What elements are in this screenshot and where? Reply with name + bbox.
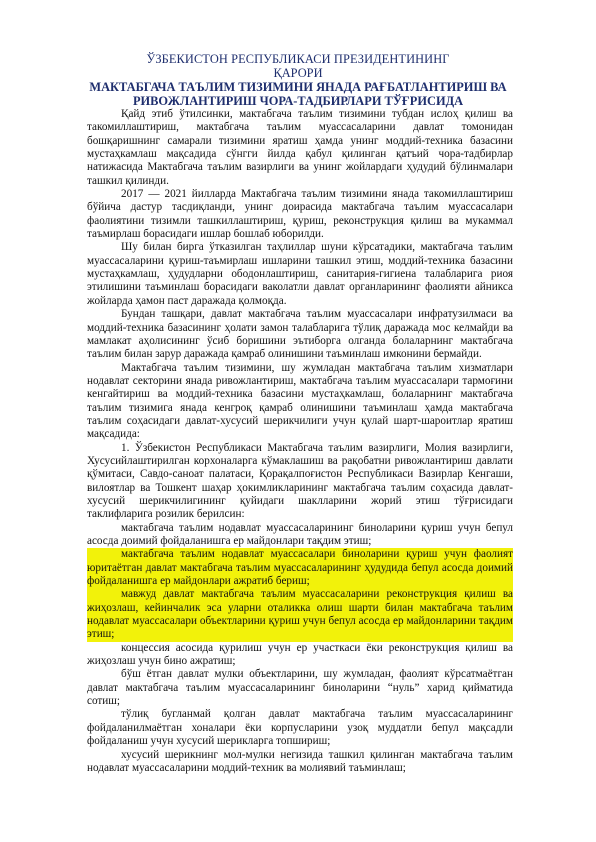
document-title-line-2: РИВОЖЛАНТИРИШ ЧОРА-ТАДБИРЛАРИ ТЎҒРИСИДА <box>132 94 464 108</box>
highlighted-paragraph: мактабгача таълим нодавлат муассасалари биноларини қуриш учун фаолият юритаётган давлат мактабгача таълим муассасаларининг ҳудудида бепул асосда доимий фойдаланишга ер майдонлари ажратиб бериш; <box>87 548 513 588</box>
paragraph: хусусий шерикнинг мол-мулки негизида ташкил қилинган мактабгача таълим нодавлат муассасаларини моддий-техник ва молиявий таъминлаш; <box>87 748 513 774</box>
header-line-1: ЎЗБЕКИСТОН РЕСПУБЛИКАСИ ПРЕЗИДЕНТИНИНГ <box>146 52 450 66</box>
header-line-2: ҚАРОРИ <box>273 66 323 80</box>
paragraph: концессия асосида қурилиш учун ер участкаси ёки реконструкция қилиш ва жиҳозлаш учун бино ажратиш; <box>87 641 513 668</box>
document-header <box>0 52 596 108</box>
paragraph: 2017 — 2021 йилларда Мактабгача таълим тизимини янада такомиллаштириш бўйича дастур тасдиқланди, унинг доирасида мактабгача таълим муассасалари фаолиятини тизимли ташкиллаштириш, қуриш, реконструкция қилиш ва мукаммал таъмирлаш борасидаги ишлар бошлаб юборилди. <box>87 188 513 241</box>
paragraph: бўш ётган давлат мулки объектларини, шу жумладан, фаолият кўрсатмаётган давлат мактабгача таълим муассасаларининг биноларини “нуль” харид қийматида сотиш; <box>87 668 513 708</box>
paragraph: мактабгача таълим нодавлат муассасаларининг биноларини қуриш учун бепул асосда доимий фойдаланишга ер майдонлари тақдим этиш; <box>87 521 513 547</box>
paragraph: тўлиқ бугланмай қолган давлат мактабгача таълим муассасаларининг фойдаланилмаётган хоналари ёки корпусларини узоқ муддатли бепул мақсадли фойдаланиш учун хусусий шерикларга топшириш; <box>87 708 513 748</box>
document-body <box>87 108 513 775</box>
paragraph: Мактабгача таълим тизимини, шу жумладан мактабгача таълим хизматлари нодавлат секторини янада ривожлантириш, мактабгача таълим муассасалари тармоғини кенгайтириш ва моддий-техника базасини мустаҳкамлаш, болаларнинг мактабгача таълим тизимига янада кенгроқ қамраб олинишини таъминлаш ҳамда мактабгача таълим соҳасидаги давлат-хусусий шерикчилиги учун қулай шарт-шароитлар яратиш мақсадида: <box>87 361 513 441</box>
paragraph: Бундан ташқари, давлат мактабгача таълим муассасалари инфратузилмаси ва моддий-техника базасининг ҳолати замон талабларига тўлиқ даражада мос келмайди ва мамлакат аҳолисининг ўсиб боришини эътиборга олганда болаларнинг мактабгача таълим билан зарур даражада қамраб олинишини таъминлаш имконини бермайди. <box>87 308 513 361</box>
paragraph: Шу билан бирга ўтказилган таҳлиллар шуни кўрсатадики, мактабгача таълим муассасаларини қуриш-таъмирлаш ишларини ташкил этиш, моддий-техника базасини мустаҳкамлаш, ҳудудларни ободонлаштириш, санитария-гигиена талабларига риоя этилишини таъминлаш борасидаги ваколатли давлат органларининг фаолияти айникса жойларда ҳамон паст даражада қолмоқда. <box>87 241 513 307</box>
paragraph: Қайд этиб ўтилсинки, мактабгача таълим тизимини тубдан ислоҳ қилиш ва такомиллаштириш, мактабгача таълим муассасаларини давлат томонидан бошқаришнинг самарали тизимини яратиш ҳамда унинг моддий-техника базасини мустаҳкамлаш мақсадида сўнгги йилда қабул қилинган қатъий чора-тадбирлар натижасида Мактабгача таълим вазирлиги ва унинг жойлардаги ҳудудий бўлинмалари ташкил қилинди. <box>87 108 513 187</box>
paragraph: 1. Ўзбекистон Республикаси Мактабгача таълим вазирлиги, Молия вазирлиги, Хусусийлаштирилган корхоналарга кўмаклашиш ва рақобатни ривожлантириш давлати қўмитаси, Савдо-саноат палатаси, Қорақалпоғистон Республикаси Вазирлар Кенгаши, вилоятлар ва Тошкент шаҳар ҳокимликларининг мактабгача таълим соҳасида давлат-хусусий шерикчилигининг қуйидаги шаклларини жорий этиш тўғрисидаги таклифларига розилик берилсин: <box>87 441 513 521</box>
highlighted-paragraph: мавжуд давлат мактабгача таълим муассасаларини реконструкция қилиш ва жиҳозлаш, кейинчалик эса уларни оталикка олиш шарти билан мактабгача таълим нодавлат муассасалари объектларини қуриш учун бепул асосда ер майдонларини тақдим этиш; <box>87 588 513 641</box>
document-title-line-1: МАКТАБГАЧА ТАЪЛИМ ТИЗИМИНИ ЯНАДА РАҒБАТЛАНТИРИШ ВА <box>89 80 507 94</box>
